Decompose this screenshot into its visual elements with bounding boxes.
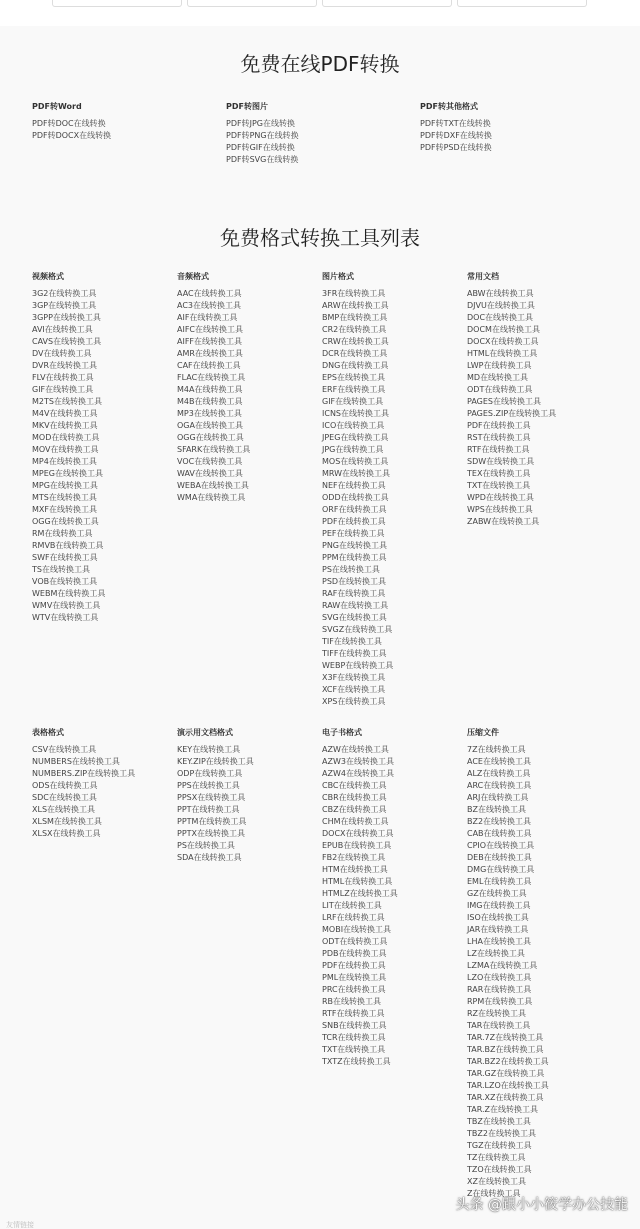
converter-link[interactable]: TAR.BZ2在线转换工具 <box>467 1057 549 1066</box>
converter-link[interactable]: PEF在线转换工具 <box>322 529 385 538</box>
converter-link[interactable]: EPUB在线转换工具 <box>322 841 392 850</box>
converter-link[interactable]: PS在线转换工具 <box>177 841 235 850</box>
converter-link[interactable]: EPS在线转换工具 <box>322 373 385 382</box>
converter-link[interactable]: VOB在线转换工具 <box>32 577 98 586</box>
converter-link[interactable]: NEF在线转换工具 <box>322 481 386 490</box>
converter-link[interactable]: ICO在线转换工具 <box>322 421 385 430</box>
converter-link[interactable]: RAF在线转换工具 <box>322 589 386 598</box>
converter-link[interactable]: DOCM在线转换工具 <box>467 325 540 334</box>
converter-link[interactable]: CSV在线转换工具 <box>32 745 97 754</box>
converter-link[interactable]: SDC在线转换工具 <box>32 793 97 802</box>
converter-link[interactable]: CRW在线转换工具 <box>322 337 389 346</box>
category-heading: 音频格式 <box>177 272 209 281</box>
converter-link[interactable]: AC3在线转换工具 <box>177 301 242 310</box>
category-heading: 电子书格式 <box>322 728 362 737</box>
converter-link[interactable]: ALZ在线转换工具 <box>467 769 531 778</box>
converter-link[interactable]: CBC在线转换工具 <box>322 781 387 790</box>
category-heading: 常用文档 <box>467 272 499 281</box>
converter-link[interactable]: TZO在线转换工具 <box>467 1165 532 1174</box>
converter-link[interactable]: AIF在线转换工具 <box>177 313 238 322</box>
converter-link[interactable]: TXT在线转换工具 <box>467 481 531 490</box>
converter-link[interactable]: M4V在线转换工具 <box>32 409 98 418</box>
converter-link[interactable]: NUMBERS.ZIP在线转换工具 <box>32 769 136 778</box>
converter-link[interactable]: LRF在线转换工具 <box>322 913 385 922</box>
converter-link[interactable]: PDF转DOC在线转换 <box>32 119 106 128</box>
converter-link[interactable]: PDF在线转换工具 <box>322 517 386 526</box>
converter-link[interactable]: PSD在线转换工具 <box>322 577 387 586</box>
converter-link[interactable]: M4A在线转换工具 <box>177 385 243 394</box>
converter-link[interactable]: PAGES.ZIP在线转换工具 <box>467 409 557 418</box>
converter-link[interactable]: RAR在线转换工具 <box>467 985 532 994</box>
converter-link[interactable]: MPG在线转换工具 <box>32 481 98 490</box>
converter-link[interactable]: XLS在线转换工具 <box>32 805 96 814</box>
converter-link[interactable]: ODP在线转换工具 <box>177 769 243 778</box>
converter-link[interactable]: OGG在线转换工具 <box>32 517 99 526</box>
converter-link[interactable]: PDF转DOCX在线转换 <box>32 131 112 140</box>
converter-link[interactable]: WTV在线转换工具 <box>32 613 99 622</box>
converter-link[interactable]: SDW在线转换工具 <box>467 457 535 466</box>
converter-link[interactable]: 3G2在线转换工具 <box>32 289 97 298</box>
converter-link[interactable]: XLSX在线转换工具 <box>32 829 101 838</box>
converter-link[interactable]: SFARK在线转换工具 <box>177 445 251 454</box>
converter-link[interactable]: SNB在线转换工具 <box>322 1021 387 1030</box>
converter-link[interactable]: ARW在线转换工具 <box>322 301 389 310</box>
converter-link[interactable]: CAF在线转换工具 <box>177 361 241 370</box>
converter-link[interactable]: HTMLZ在线转换工具 <box>322 889 398 898</box>
converter-link[interactable]: PML在线转换工具 <box>322 973 387 982</box>
converter-link[interactable]: ZABW在线转换工具 <box>467 517 540 526</box>
converter-link[interactable]: TAR.BZ在线转换工具 <box>467 1045 544 1054</box>
converter-link[interactable]: AZW4在线转换工具 <box>322 769 394 778</box>
category-column <box>467 727 549 1200</box>
converter-link[interactable]: FB2在线转换工具 <box>322 853 386 862</box>
converter-link[interactable]: SVGZ在线转换工具 <box>322 625 393 634</box>
converter-link[interactable]: EML在线转换工具 <box>467 877 532 886</box>
top-tab-3[interactable] <box>322 0 452 7</box>
converter-link[interactable]: WMV在线转换工具 <box>32 601 101 610</box>
converter-link[interactable]: SDA在线转换工具 <box>177 853 242 862</box>
converter-link[interactable]: MRW在线转换工具 <box>322 469 391 478</box>
converter-link[interactable]: 3FR在线转换工具 <box>322 289 386 298</box>
converter-link[interactable]: LZ在线转换工具 <box>467 949 525 958</box>
category-column <box>32 727 135 840</box>
converter-link[interactable]: MTS在线转换工具 <box>32 493 97 502</box>
converter-link[interactable]: PDF转PSD在线转换 <box>420 143 492 152</box>
converter-link[interactable]: AZW在线转换工具 <box>322 745 389 754</box>
converter-link[interactable]: PPTM在线转换工具 <box>177 817 247 826</box>
converter-link[interactable]: ISO在线转换工具 <box>467 913 529 922</box>
converter-link[interactable]: PPM在线转换工具 <box>322 553 387 562</box>
converter-link[interactable]: ODS在线转换工具 <box>32 781 98 790</box>
converter-link[interactable]: XPS在线转换工具 <box>322 697 386 706</box>
converter-link[interactable]: LWP在线转换工具 <box>467 361 532 370</box>
category-heading: PDF转其他格式 <box>420 102 478 111</box>
category-column <box>467 271 556 528</box>
category-column <box>226 101 299 166</box>
converter-link[interactable]: CAB在线转换工具 <box>467 829 532 838</box>
converter-link[interactable]: RB在线转换工具 <box>322 997 382 1006</box>
converter-link[interactable]: WPS在线转换工具 <box>467 505 533 514</box>
converter-link[interactable]: WAV在线转换工具 <box>177 469 243 478</box>
tools-section-title: 免费格式转换工具列表 <box>220 226 420 250</box>
converter-link[interactable]: DCR在线转换工具 <box>322 349 388 358</box>
converter-link[interactable]: TAR.GZ在线转换工具 <box>467 1069 545 1078</box>
converter-link[interactable]: AIFC在线转换工具 <box>177 325 244 334</box>
converter-link[interactable]: GZ在线转换工具 <box>467 889 527 898</box>
converter-link[interactable]: 3GP在线转换工具 <box>32 301 97 310</box>
converter-link[interactable]: FLAC在线转换工具 <box>177 373 246 382</box>
converter-link[interactable]: TZ在线转换工具 <box>467 1153 526 1162</box>
converter-link[interactable]: ERF在线转换工具 <box>322 385 386 394</box>
converter-link[interactable]: HTML在线转换工具 <box>467 349 538 358</box>
converter-link[interactable]: PDF转GIF在线转换 <box>226 143 295 152</box>
converter-link[interactable]: TIF在线转换工具 <box>322 637 382 646</box>
converter-link[interactable]: TS在线转换工具 <box>32 565 90 574</box>
converter-link[interactable]: FLV在线转换工具 <box>32 373 94 382</box>
converter-link[interactable]: PPT在线转换工具 <box>177 805 240 814</box>
converter-link[interactable]: RTF在线转换工具 <box>467 445 530 454</box>
converter-link[interactable]: TAR.7Z在线转换工具 <box>467 1033 544 1042</box>
converter-link[interactable]: RST在线转换工具 <box>467 433 531 442</box>
converter-link[interactable]: BZ在线转换工具 <box>467 805 526 814</box>
converter-link[interactable]: PDF转JPG在线转换 <box>226 119 295 128</box>
converter-link[interactable]: ARJ在线转换工具 <box>467 793 529 802</box>
converter-link[interactable]: PS在线转换工具 <box>322 565 380 574</box>
converter-link[interactable]: BZ2在线转换工具 <box>467 817 532 826</box>
converter-link[interactable]: ODD在线转换工具 <box>322 493 389 502</box>
category-heading: 视频格式 <box>32 272 64 281</box>
top-strip <box>0 0 640 26</box>
converter-link[interactable]: BMP在线转换工具 <box>322 313 388 322</box>
converter-link[interactable]: ODT在线转换工具 <box>467 385 533 394</box>
converter-link[interactable]: KEY.ZIP在线转换工具 <box>177 757 254 766</box>
converter-link[interactable]: AIFF在线转换工具 <box>177 337 243 346</box>
converter-link[interactable]: CAVS在线转换工具 <box>32 337 102 346</box>
converter-link[interactable]: DEB在线转换工具 <box>467 853 532 862</box>
converter-link[interactable]: HTML在线转换工具 <box>322 877 393 886</box>
converter-link[interactable]: CHM在线转换工具 <box>322 817 389 826</box>
converter-link[interactable]: LIT在线转换工具 <box>322 901 382 910</box>
converter-link[interactable]: TIFF在线转换工具 <box>322 649 387 658</box>
converter-link[interactable]: DOC在线转换工具 <box>467 313 534 322</box>
converter-link[interactable]: OGA在线转换工具 <box>177 421 243 430</box>
converter-link[interactable]: CBZ在线转换工具 <box>322 805 387 814</box>
converter-link[interactable]: CBR在线转换工具 <box>322 793 387 802</box>
top-tab-1[interactable] <box>52 0 182 7</box>
category-column <box>32 101 111 142</box>
converter-link[interactable]: ABW在线转换工具 <box>467 289 534 298</box>
converter-link[interactable]: VOC在线转换工具 <box>177 457 243 466</box>
converter-link[interactable]: NUMBERS在线转换工具 <box>32 757 120 766</box>
converter-link[interactable]: XZ在线转换工具 <box>467 1177 526 1186</box>
converter-link[interactable]: MOS在线转换工具 <box>322 457 389 466</box>
top-tab-4[interactable] <box>457 0 587 7</box>
converter-link[interactable]: WEBP在线转换工具 <box>322 661 394 670</box>
converter-link[interactable]: SVG在线转换工具 <box>322 613 387 622</box>
converter-link[interactable]: DJVU在线转换工具 <box>467 301 535 310</box>
converter-link[interactable]: PRC在线转换工具 <box>322 985 386 994</box>
converter-link[interactable]: TBZ在线转换工具 <box>467 1117 531 1126</box>
converter-link[interactable]: DV在线转换工具 <box>32 349 92 358</box>
category-heading: 表格格式 <box>32 728 64 737</box>
converter-link[interactable]: PPS在线转换工具 <box>177 781 240 790</box>
category-column <box>177 727 254 864</box>
converter-link[interactable]: KEY在线转换工具 <box>177 745 241 754</box>
converter-link[interactable]: CR2在线转换工具 <box>322 325 387 334</box>
converter-link[interactable]: GIF在线转换工具 <box>32 385 94 394</box>
converter-link[interactable]: 3GPP在线转换工具 <box>32 313 101 322</box>
category-column <box>32 271 105 624</box>
converter-link[interactable]: Z在线转换工具 <box>467 1189 521 1198</box>
converter-link[interactable]: AMR在线转换工具 <box>177 349 243 358</box>
converter-link[interactable]: MOBI在线转换工具 <box>322 925 392 934</box>
converter-link[interactable]: TAR在线转换工具 <box>467 1021 531 1030</box>
converter-link[interactable]: RMVB在线转换工具 <box>32 541 104 550</box>
pdf-section-title: 免费在线PDF转换 <box>240 52 400 76</box>
converter-link[interactable]: PAGES在线转换工具 <box>467 397 541 406</box>
converter-link[interactable]: RPM在线转换工具 <box>467 997 533 1006</box>
converter-link[interactable]: AAC在线转换工具 <box>177 289 242 298</box>
footer-faint-text: 友情链接 <box>6 1221 34 1229</box>
converter-link[interactable]: PDB在线转换工具 <box>322 949 387 958</box>
converter-link[interactable]: RM在线转换工具 <box>32 529 93 538</box>
converter-link[interactable]: DNG在线转换工具 <box>322 361 389 370</box>
converter-link[interactable]: PDF转SVG在线转换 <box>226 155 299 164</box>
converter-link[interactable]: TBZ2在线转换工具 <box>467 1129 536 1138</box>
converter-link[interactable]: TGZ在线转换工具 <box>467 1141 532 1150</box>
converter-link[interactable]: RAW在线转换工具 <box>322 601 389 610</box>
converter-link[interactable]: AVI在线转换工具 <box>32 325 93 334</box>
category-column <box>420 101 492 154</box>
converter-link[interactable]: DMG在线转换工具 <box>467 865 535 874</box>
converter-link[interactable]: ODT在线转换工具 <box>322 937 388 946</box>
converter-link[interactable]: WMA在线转换工具 <box>177 493 246 502</box>
converter-link[interactable]: PDF转TXT在线转换 <box>420 119 491 128</box>
converter-link[interactable]: MP3在线转换工具 <box>177 409 242 418</box>
converter-link[interactable]: JPG在线转换工具 <box>322 445 384 454</box>
converter-link[interactable]: M2TS在线转换工具 <box>32 397 102 406</box>
converter-link[interactable]: PPTX在线转换工具 <box>177 829 246 838</box>
converter-link[interactable]: TCR在线转换工具 <box>322 1033 386 1042</box>
category-column <box>322 271 393 708</box>
converter-link[interactable]: SWF在线转换工具 <box>32 553 98 562</box>
converter-link[interactable]: MOD在线转换工具 <box>32 433 100 442</box>
converter-link[interactable]: WEBA在线转换工具 <box>177 481 249 490</box>
converter-link[interactable]: PNG在线转换工具 <box>322 541 388 550</box>
category-column <box>177 271 250 504</box>
converter-link[interactable]: WPD在线转换工具 <box>467 493 534 502</box>
converter-link[interactable]: LZO在线转换工具 <box>467 973 532 982</box>
converter-link[interactable]: LHA在线转换工具 <box>467 937 531 946</box>
converter-link[interactable]: PDF在线转换工具 <box>467 421 531 430</box>
converter-link[interactable]: ARC在线转换工具 <box>467 781 532 790</box>
converter-link[interactable]: MD在线转换工具 <box>467 373 529 382</box>
converter-link[interactable]: TXT在线转换工具 <box>322 1045 386 1054</box>
converter-link[interactable]: HTM在线转换工具 <box>322 865 388 874</box>
converter-link[interactable]: MKV在线转换工具 <box>32 421 98 430</box>
category-heading: 演示用文档格式 <box>177 728 233 737</box>
converter-link[interactable]: JAR在线转换工具 <box>467 925 529 934</box>
converter-link[interactable]: IMG在线转换工具 <box>467 901 531 910</box>
converter-link[interactable]: GIF在线转换工具 <box>322 397 384 406</box>
top-tab-2[interactable] <box>187 0 317 7</box>
category-column <box>322 727 398 1068</box>
category-heading: PDF转Word <box>32 102 82 111</box>
converter-link[interactable]: M4B在线转换工具 <box>177 397 243 406</box>
converter-link[interactable]: ACE在线转换工具 <box>467 757 531 766</box>
converter-link[interactable]: JPEG在线转换工具 <box>322 433 389 442</box>
converter-link[interactable]: RTF在线转换工具 <box>322 1009 385 1018</box>
converter-link[interactable]: CPIO在线转换工具 <box>467 841 535 850</box>
converter-link[interactable]: XLSM在线转换工具 <box>32 817 102 826</box>
converter-link[interactable]: 7Z在线转换工具 <box>467 745 526 754</box>
converter-link[interactable]: X3F在线转换工具 <box>322 673 386 682</box>
converter-link[interactable]: PDF转DXF在线转换 <box>420 131 492 140</box>
converter-link[interactable]: MP4在线转换工具 <box>32 457 97 466</box>
converter-link[interactable]: DVR在线转换工具 <box>32 361 98 370</box>
converter-link[interactable]: ORF在线转换工具 <box>322 505 387 514</box>
converter-link[interactable]: MPEG在线转换工具 <box>32 469 103 478</box>
converter-link[interactable]: TEX在线转换工具 <box>467 469 531 478</box>
converter-link[interactable]: PPSX在线转换工具 <box>177 793 246 802</box>
converter-link[interactable]: XCF在线转换工具 <box>322 685 386 694</box>
converter-link[interactable]: MXF在线转换工具 <box>32 505 97 514</box>
converter-link[interactable]: PDF在线转换工具 <box>322 961 386 970</box>
converter-link[interactable]: WEBM在线转换工具 <box>32 589 106 598</box>
category-heading: 压缩文件 <box>467 728 499 737</box>
converter-link[interactable]: TAR.XZ在线转换工具 <box>467 1093 544 1102</box>
converter-link[interactable]: DOCX在线转换工具 <box>467 337 539 346</box>
converter-link[interactable]: TXTZ在线转换工具 <box>322 1057 391 1066</box>
category-heading: 图片格式 <box>322 272 354 281</box>
converter-link[interactable]: OGG在线转换工具 <box>177 433 244 442</box>
converter-link[interactable]: TAR.Z在线转换工具 <box>467 1105 539 1114</box>
category-heading: PDF转图片 <box>226 102 268 111</box>
converter-link[interactable]: ICNS在线转换工具 <box>322 409 390 418</box>
converter-link[interactable]: TAR.LZO在线转换工具 <box>467 1081 549 1090</box>
watermark: 头条 @跟小小筱学办公技能 <box>455 1197 628 1213</box>
converter-link[interactable]: LZMA在线转换工具 <box>467 961 538 970</box>
converter-link[interactable]: MOV在线转换工具 <box>32 445 99 454</box>
converter-link[interactable]: RZ在线转换工具 <box>467 1009 527 1018</box>
converter-link[interactable]: AZW3在线转换工具 <box>322 757 394 766</box>
converter-link[interactable]: DOCX在线转换工具 <box>322 829 394 838</box>
converter-link[interactable]: PDF转PNG在线转换 <box>226 131 299 140</box>
